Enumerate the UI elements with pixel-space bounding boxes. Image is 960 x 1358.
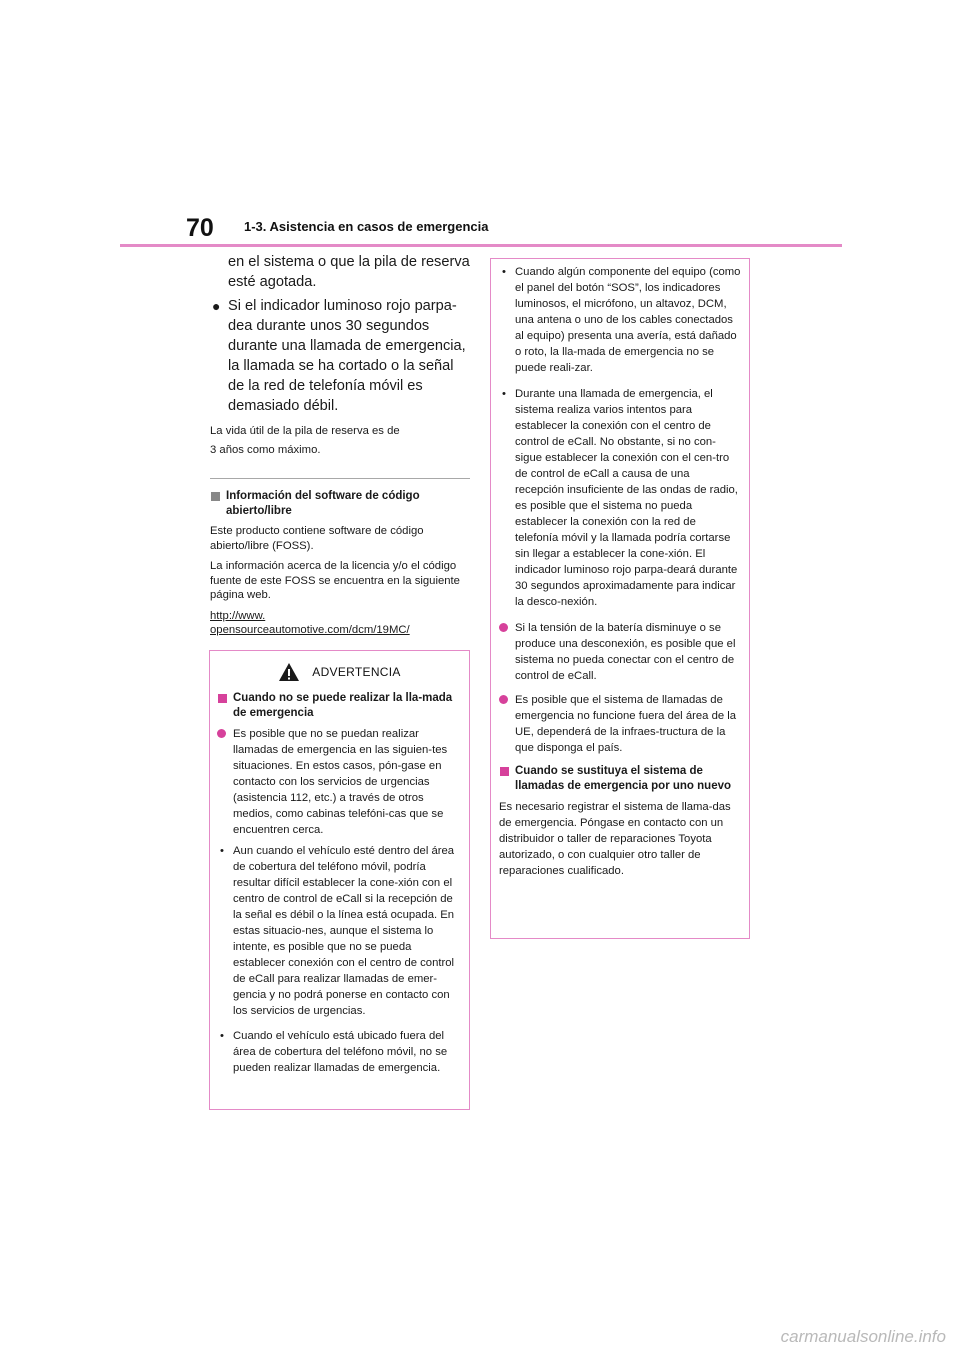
warning-dash-item (217, 843, 462, 1019)
foss-paragraph-1: Este producto contiene software de código abierto/libre (FOSS). (210, 525, 424, 552)
warning-dash-text: Aun cuando el vehículo esté dentro del área de cobertura del teléfono móvil, podría resultar difícil establecer la cone-xión con el centro de control de eCall si la recepción de la señal es débil o la línea está ocupada. En estas situacio-nes, aunque el sistema lo intente, es posible que no se pueda establecer conexión con el centro de control de eCall para realizar llamadas de emer-gencia y no podrá ponerse en contacto con los servicios de urgencias. (233, 845, 455, 1017)
foss-heading-text: Información del software de código abierto/libre (226, 490, 420, 517)
header-rule (120, 244, 842, 247)
foss-paragraph-2: La información acerca de la licencia y/o el código fuente de este FOSS se encuentra en la siguiente página web. (210, 560, 460, 601)
right-circle-text: Es posible que el sistema de llamadas de emergencia no funcione fuera del área de la UE, dependerá de la infraes-tructura de la que disponga el país. (515, 694, 737, 754)
foss-link-line2[interactable]: opensourceautomotive.com/dcm/19MC/ (210, 624, 410, 636)
battery-note-line2: 3 años como máximo. (210, 444, 321, 456)
continued-text: en el sistema o que la pila de reserva esté agotada. (228, 254, 470, 290)
right-paragraph: Es necesario registrar el sistema de llama-das de emergencia. Póngase en contacto con un distribuidor o taller de reparaciones Toyota autorizado, o con cualquier otro taller de reparaciones cualificado. (499, 801, 731, 877)
warning-dash-text: Cuando el vehículo está ubicado fuera del área de cobertura del teléfono móvil, no se pueden realizar llamadas de emergencia. (233, 1030, 448, 1074)
warning-title: ADVERTENCIA (312, 665, 401, 679)
right-heading (499, 764, 741, 794)
dash-bullet: • (502, 266, 506, 278)
right-heading-text: Cuando se sustituya el sistema de llamadas de emergencia por uno nuevo (515, 765, 732, 792)
square-bullet-icon (218, 694, 227, 703)
indicator-bullet-text: Si el indicador luminoso rojo parpa-dea durante unos 30 segundos durante una llamada de emergencia, la llamada se ha cortado o la señal de la red de telefonía móvil es demasiado débil. (228, 298, 466, 414)
warning-triangle-icon (278, 662, 300, 682)
warning-heading (217, 691, 462, 721)
right-dash-text: Durante una llamada de emergencia, el sistema realiza varios intentos para establecer la conexión con el centro de control de eCall. No obstante, si no con-sigue establecer la conexión con el cen-tro de control de eCall a causa de una recepción insuficiente de las ondas de radio, es posible que el sistema no pueda establecer la conexión con la red de telefonía móvil y la llamada podría cortarse sin llegar a establecer la cone-xión. El indicador luminoso rojo parpa-deará durante 30 segundos aproximadamente para indicar la desco-nexión. (515, 388, 738, 608)
right-dash-item (499, 264, 741, 376)
warning-header (217, 659, 462, 685)
right-dash-text: Cuando algún componente del equipo (como el panel del botón “SOS”, los indicadores luminosos, el micrófono, un altavoz, DCM, una antena o uno de los cables conectados al equipo) presenta una avería, está dañado o roto, la lla-mada de emergencia no se puede reali-zar. (515, 266, 741, 374)
circle-bullet-icon (217, 729, 226, 738)
warning-dash-item (217, 1028, 462, 1076)
battery-note-line1: La vida útil de la pila de reserva es de (210, 425, 400, 437)
warning-heading-text: Cuando no se puede realizar la lla-mada de emergencia (233, 692, 453, 719)
page-number: 70 (186, 214, 214, 242)
section-title: 1-3. Asistencia en casos de emergencia (244, 219, 489, 234)
right-dash-item (499, 386, 741, 610)
square-bullet-icon (500, 767, 509, 776)
warning-circle-text: Es posible que no se puedan realizar llamadas de emergencia en las siguien-tes situaciones. En estos casos, pón-gase en contacto con los servicios de urgencias (asistencia 112, etc.) a través de otros medios, como cabinas telefóni-cas que se encuentren cerca. (233, 728, 448, 836)
circle-bullet-icon (499, 623, 508, 632)
circle-bullet-icon (499, 695, 508, 704)
warning-circle-item (217, 726, 462, 838)
divider (210, 478, 470, 479)
dash-bullet: • (220, 1030, 224, 1042)
dash-bullet: • (502, 388, 506, 400)
watermark: carmanualsonline.info (780, 1327, 946, 1346)
bullet-dot-icon: ● (212, 298, 221, 314)
foss-link-line1[interactable]: http://www. (210, 609, 266, 622)
dash-bullet: • (220, 845, 224, 857)
right-circle-item (499, 620, 741, 684)
warning-box (209, 650, 470, 1110)
indicator-bullet (210, 296, 470, 416)
square-bullet-icon (211, 492, 220, 501)
right-warning-box (490, 258, 750, 939)
right-circle-item (499, 692, 741, 756)
left-column (210, 252, 470, 638)
foss-heading (210, 489, 470, 519)
right-circle-text: Si la tensión de la batería disminuye o se produce una desconexión, es posible que el sistema no pueda conectar con el centro de control de eCall. (515, 622, 736, 682)
